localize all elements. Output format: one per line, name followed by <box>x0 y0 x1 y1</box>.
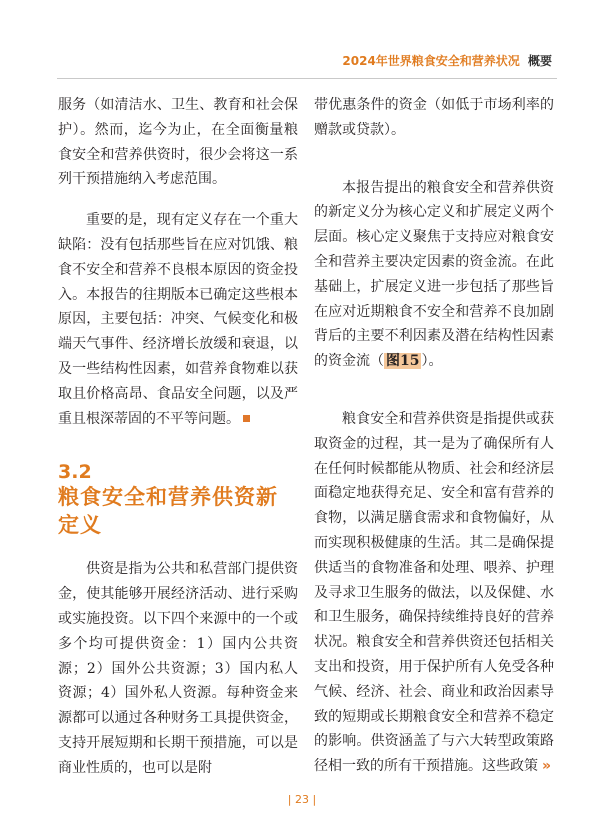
right-column <box>314 93 554 779</box>
section-end-marker-icon <box>243 415 250 422</box>
report-title: 2024年世界粮食安全和营养状况 <box>342 54 520 68</box>
section-title: 粮食安全和营养供资新定义 <box>58 485 278 538</box>
report-section-label: 概要 <box>527 54 552 68</box>
right-paragraph-1: 带优惠条件的资金（如低于市场利率的赠款或贷款）。 <box>314 97 554 138</box>
left-paragraph-2 <box>58 208 298 431</box>
left-column <box>58 93 298 781</box>
left-paragraph-3: 供资是指为公共和私营部门提供资金，使其能够开展经济活动、进行采购或实施投资。以下四个来源中的一个或多个均可提供资金：1）国内公共资源；2）国外公共资源；3）国内私人资源；4）国外私人资源。每种资金来源都可以通过各种财务工具提供资金，支持开展短期和长期干预措施，可以是商业性质的，也可以是附 <box>58 561 298 776</box>
right-paragraph-3 <box>314 407 554 779</box>
running-header <box>342 52 552 69</box>
right-paragraph-2-text: 本报告提出的粮食安全和营养供资的新定义分为核心定义和扩展定义两个层面。核心定义聚焦于支持应对粮食安全和营养主要决定因素的资金流。在此基础上，扩展定义进一步包括了那些旨在应对近期粮食不安全和营养不良加剧背后的主要不利因素及潜在结构性因素的资金流（ <box>314 179 554 370</box>
right-paragraph-2-end: ）。 <box>421 353 443 370</box>
right-paragraph-2 <box>314 176 554 374</box>
figure-15-link[interactable]: 图15 <box>386 353 420 370</box>
page-number: | 23 | <box>287 793 317 806</box>
right-paragraph-3-text: 粮食安全和营养供资是指提供或获取资金的过程，其一是为了确保所有人在任何时候都能从物质、社会和经济层面稳定地获得充足、安全和富有营养的食物，以满足膳食需求和食物偏好，从而实现积极健康的生活。其二是确保提供适当的食物准备和处理、喂养、护理及寻求卫生服务的做法，以及保健、水和卫生服务，确保持续维持良好的营养状况。粮食安全和营养供资还包括相关支出和投资，用于保护所有人免受各种气候、经济、社会、商业和政治因素导致的短期或长期粮食安全和营养不稳定的影响。供资涵盖了与六大转型政策路径相一致的所有干预措施。这些政策 <box>314 410 554 775</box>
continue-arrow-icon: » <box>542 758 552 775</box>
left-paragraph-2-text: 重要的是，现有定义存在一个重大缺陷：没有包括那些旨在应对饥饿、粮食不安全和营养不良根本原因的资金投入。本报告的往期版本已确定这些根本原因，主要包括：冲突、气候变化和极端天气事件、经济增长放缓和衰退，以及一些结构性因素，如营养食物难以获取且价格高昂、食品安全问题，以及严重且根深蒂固的不平等问题。 <box>58 212 298 427</box>
header-divider <box>57 78 557 79</box>
left-paragraph-1: 服务（如清洁水、卫生、教育和社会保护）。然而，迄今为止，在全面衡量粮食安全和营养供资时，很少会将这一系列干预措施纳入考虑范围。 <box>58 97 298 188</box>
section-number: 3.2 <box>58 461 92 484</box>
